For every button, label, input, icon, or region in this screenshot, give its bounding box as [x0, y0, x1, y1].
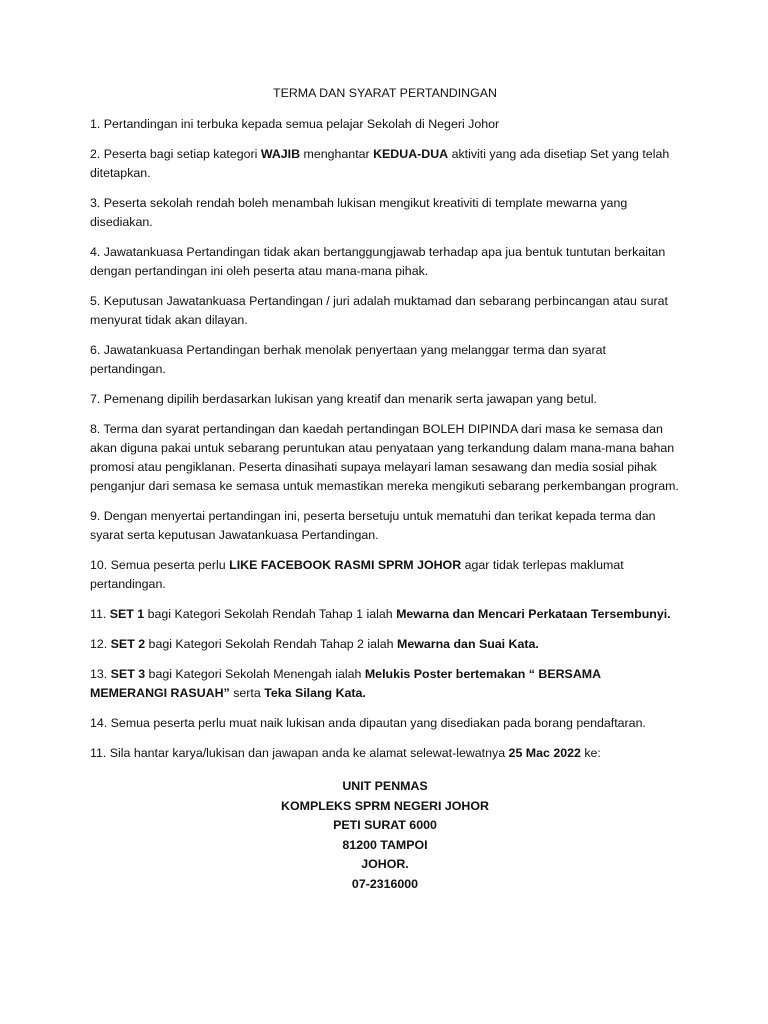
clause-submission: 11. Sila hantar karya/lukisan dan jawapan anda ke alamat selewat-lewatnya 25 Mac 2022 ke:: [90, 746, 601, 760]
emphasis-like-facebook: LIKE FACEBOOK RASMI SPRM JOHOR: [229, 558, 462, 572]
address-line: UNIT PENMAS: [342, 779, 428, 793]
clause-10: 10. Semua peserta perlu LIKE FACEBOOK RASMI SPRM JOHOR agar tidak terlepas maklumat pertandingan.: [90, 558, 624, 591]
emphasis-set-1: SET 1: [109, 607, 145, 621]
emphasis-set-3-activity: Teka Silang Kata.: [264, 686, 366, 700]
clause-4: 4. Jawatankuasa Pertandingan tidak akan bertanggungjawab terhadap apa jua bentuk tuntutan berkaitan dengan pertandingan ini oleh peserta atau mana-mana pihak.: [90, 245, 666, 278]
emphasis-set-2: SET 2: [110, 637, 146, 651]
emphasis-set-3-theme: Melukis Poster bertemakan “ BERSAMA MEMERANGI RASUAH”: [90, 667, 601, 700]
clause-3: 3. Peserta sekolah rendah boleh menambah lukisan mengikut kreativiti di template mewarna yang disediakan.: [90, 196, 628, 229]
document-title: TERMA DAN SYARAT PERTANDINGAN: [273, 86, 497, 100]
clause-13-set-3: 13. SET 3 bagi Kategori Sekolah Menengah ialah Melukis Poster bertemakan “ BERSAMA MEMERANGI RASUAH” serta Teka Silang Kata.: [90, 667, 601, 700]
emphasis-set-2-activity: Mewarna dan Suai Kata.: [397, 637, 539, 651]
emphasis-deadline: 25 Mac 2022: [508, 746, 581, 760]
address-line: PETI SURAT 6000: [333, 818, 437, 832]
address-line: 81200 TAMPOI: [342, 837, 428, 852]
clause-2: 2. Peserta bagi setiap kategori WAJIB menghantar KEDUA-DUA aktiviti yang ada disetiap Set yang telah ditetapkan.: [90, 147, 670, 180]
clause-1: 1. Pertandingan ini terbuka kepada semua pelajar Sekolah di Negeri Johor: [90, 117, 500, 131]
address-phone: 07-2316000: [351, 876, 419, 891]
clause-11-set-1: 11. SET 1 bagi Kategori Sekolah Rendah Tahap 1 ialah Mewarna dan Mencari Perkataan Tersembunyi.: [90, 607, 671, 621]
clause-14: 14. Semua peserta perlu muat naik lukisan anda dipautan yang disediakan pada borang pendaftaran.: [90, 716, 646, 730]
emphasis-boleh-dipinda: BOLEH DIPINDA: [422, 422, 518, 436]
emphasis-set-1-activity: Mewarna dan Mencari Perkataan Tersembunyi.: [396, 607, 671, 621]
clause-12-set-2: 12. SET 2 bagi Kategori Sekolah Rendah Tahap 2 ialah Mewarna dan Suai Kata.: [90, 637, 539, 651]
clause-6: 6. Jawatankuasa Pertandingan berhak menolak penyertaan yang melanggar terma dan syarat pertandingan.: [90, 343, 606, 376]
emphasis-set-3: SET 3: [110, 667, 146, 681]
document-page: [90, 84, 680, 894]
clause-5: 5. Keputusan Jawatankuasa Pertandingan / juri adalah muktamad dan sebarang perbincangan atau surat menyurat tidak akan dilayan.: [90, 294, 668, 327]
mailing-address: [90, 777, 680, 894]
clause-9: 9. Dengan menyertai pertandingan ini, peserta bersetuju untuk mematuhi dan terikat kepada terma dan syarat serta keputusan Jawatankuasa Pertandingan.: [90, 509, 656, 542]
address-line: JOHOR.: [361, 857, 409, 871]
address-line: KOMPLEKS SPRM NEGERI JOHOR: [281, 798, 489, 813]
clause-7: 7. Pemenang dipilih berdasarkan lukisan yang kreatif dan menarik serta jawapan yang betul.: [90, 392, 597, 406]
clause-8: 8. Terma dan syarat pertandingan dan kaedah pertandingan BOLEH DIPINDA dari masa ke semasa dan akan diguna pakai untuk sebarang peruntukan atau penyataan yang terkandung dalam mana-mana bahan promosi atau pengiklanan. Peserta dinasihati supaya melayari laman sesawang dan media sosial pihak penganjur dari semasa ke semasa untuk memastikan mereka mengikuti sebarang perkembangan program.: [90, 422, 679, 493]
emphasis-wajib: WAJIB: [260, 147, 301, 161]
emphasis-kedua-dua: KEDUA-DUA: [373, 147, 449, 161]
